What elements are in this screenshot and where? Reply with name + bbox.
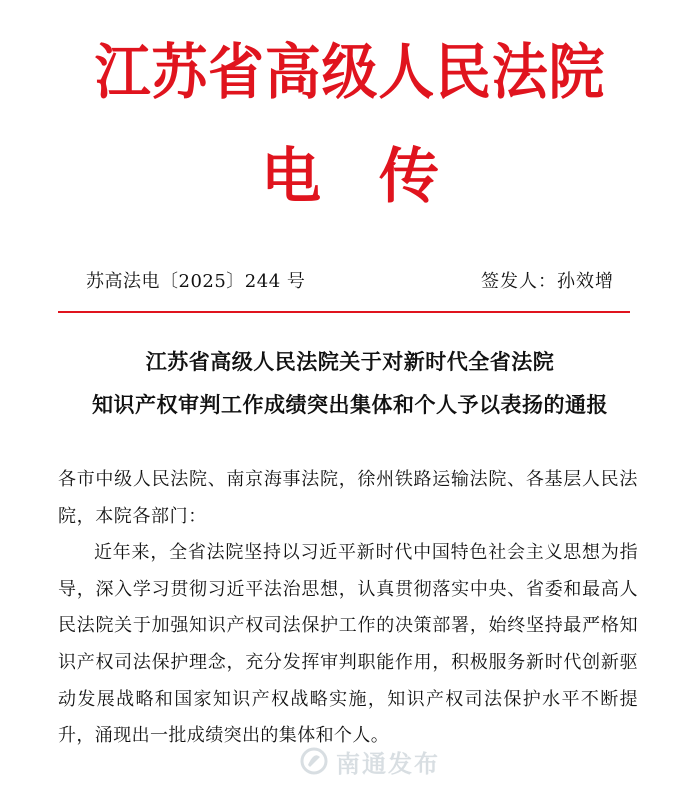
court-name-header: 江苏省高级人民法院 [94,38,606,108]
document-number: 苏高法电〔2025〕244 号 [86,271,306,292]
addressee-line: 各市中级人民法院、南京海事法院，徐州铁路运输法院、各基层人民法院，本院各部门： [58,469,638,527]
notice-title [0,340,700,426]
red-divider-line [58,311,630,313]
notice-title-line-1: 江苏省高级人民法院关于对新时代全省法院 [145,349,555,374]
document-type-header: 电传 [261,142,497,212]
notice-title-line-2: 知识产权审判工作成绩突出集体和个人予以表扬的通报 [92,392,608,417]
nantong-logo-icon [300,747,328,775]
body-paragraph-1: 近年来，全省法院坚持以习近平新时代中国特色社会主义思想为指导，深入学习贯彻习近平法治思想，认真贯彻落实中央、省委和最高人民法院关于加强知识产权司法保护工作的决策部署，始终坚持最严格知识产权司法保护理念，充分发挥审判职能作用，积极服务新时代创新驱动发展战略和国家知识产权战略实施，知识产权司法保护水平不断提升，涌现出一批成绩突出的集体和个人。 [58,542,638,747]
issuer-signatory: 签发人：孙效增 [481,271,614,292]
watermark [300,744,440,778]
watermark-text: 南通发布 [336,749,440,778]
notice-body [58,462,638,755]
